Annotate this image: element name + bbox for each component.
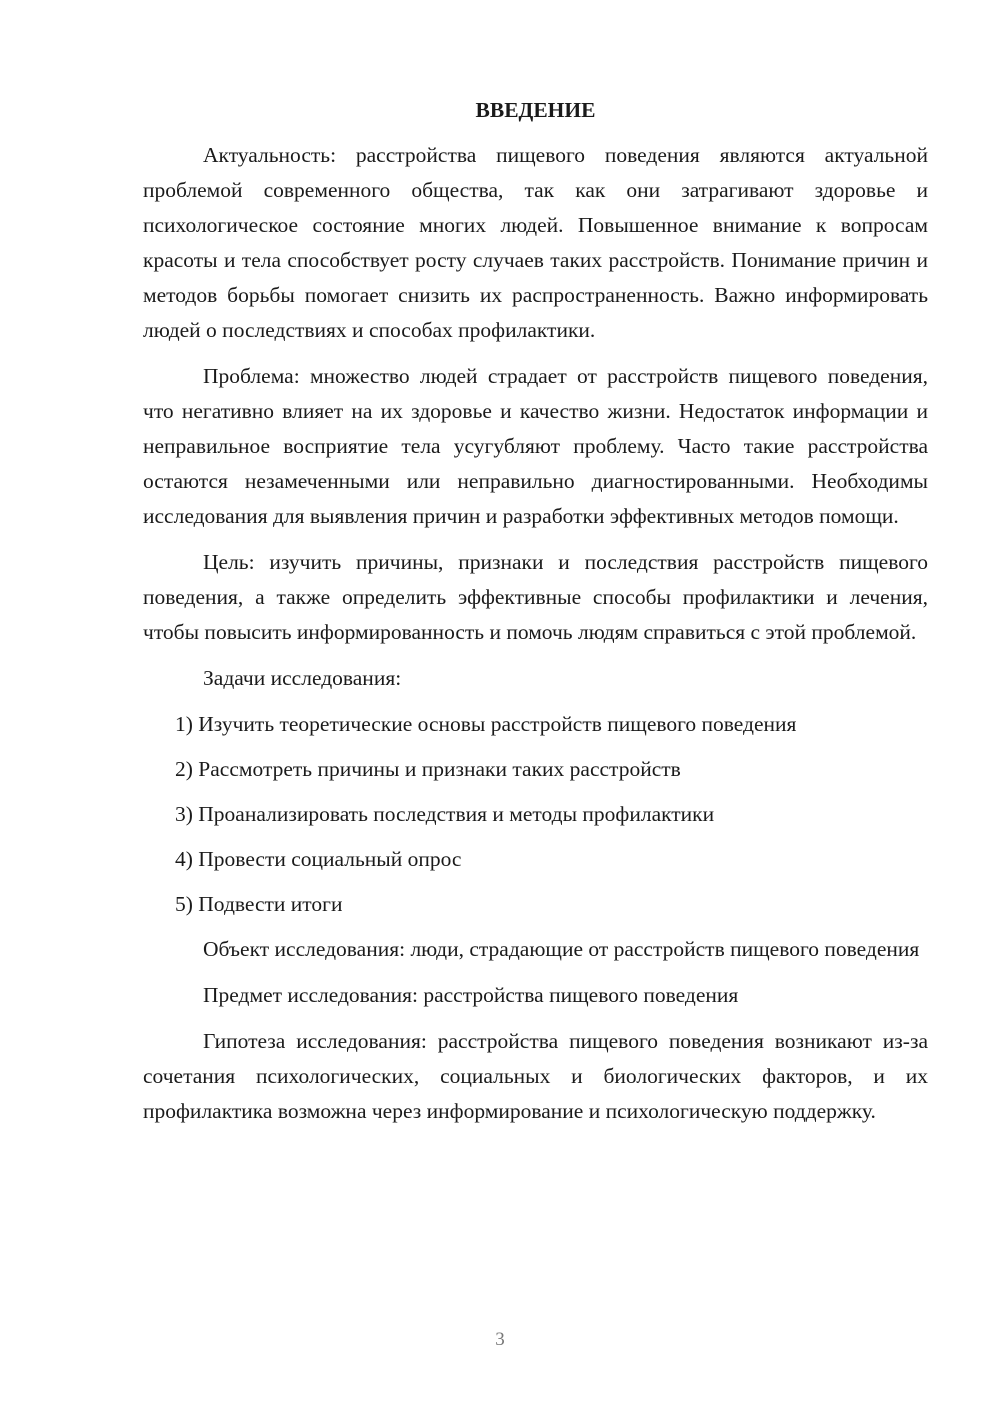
hypothesis-paragraph: Гипотеза исследования: расстройства пищевого поведения возникают из-за сочетания психологических, социальных и биологических факторов, и их профилактика возможна через информирование и психологическую поддержку. xyxy=(143,1029,928,1123)
problem-paragraph: Проблема: множество людей страдает от расстройств пищевого поведения, что негативно влияет на их здоровье и качество жизни. Недостаток информации и неправильное восприятие тела усугубляют проблему. Часто такие расстройства остаются незамеченными или неправильно диагностированными. Необходимы исследования для выявления причин и разработки эффективных методов помощи. xyxy=(143,364,928,528)
object-paragraph: Объект исследования: люди, страдающие от расстройств пищевого поведения xyxy=(203,937,920,961)
subject-paragraph: Предмет исследования: расстройства пищевого поведения xyxy=(203,983,739,1007)
tasks-heading: Задачи исследования: xyxy=(203,666,402,690)
list-item: 3) Проанализировать последствия и методы профилактики xyxy=(175,802,715,826)
tasks-list xyxy=(143,707,928,922)
list-item: 2) Рассмотреть причины и признаки таких расстройств xyxy=(175,757,681,781)
page-title: ВВЕДЕНИЕ xyxy=(475,98,596,122)
goal-paragraph: Цель: изучить причины, признаки и последствия расстройств пищевого поведения, а также определить эффективные способы профилактики и лечения, чтобы повысить информированность и помочь людям справиться с этой проблемой. xyxy=(143,550,928,644)
page-number: 3 xyxy=(495,1329,505,1350)
relevance-paragraph: Актуальность: расстройства пищевого поведения являются актуальной проблемой современного общества, так как они затрагивают здоровье и психологическое состояние многих людей. Повышенное внимание к вопросам красоты и тела способствует росту случаев таких расстройств. Понимание причин и методов борьбы помогает снизить их распространенность. Важно информировать людей о последствиях и способах профилактики. xyxy=(143,143,928,342)
list-item: 1) Изучить теоретические основы расстройств пищевого поведения xyxy=(175,712,797,736)
list-item: 4) Провести социальный опрос xyxy=(175,847,462,871)
document-page xyxy=(143,92,928,1129)
list-item: 5) Подвести итоги xyxy=(175,892,343,916)
